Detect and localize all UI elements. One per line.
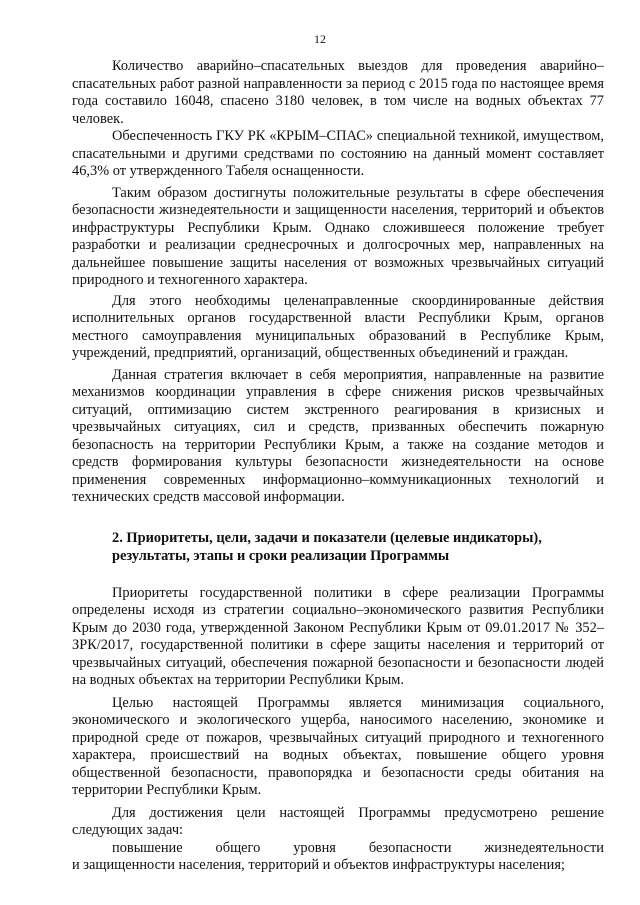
paragraph-equipment: Обеспеченность ГКУ РК «КРЫМ–СПАС» специальной техникой, имуществом, спасательными и другими средствами по состоянию на данный момент составляет 46,3% от утвержденного Табеля оснащенности. [72,128,604,179]
paragraph-strategy: Данная стратегия включает в себя мероприятия, направленные на развитие механизмов координации управления в сфере снижения рисков чрезвычайных ситуаций, оптимизацию систем экстренного реагирования в кризисных и чрезвычайных ситуациях, сил и средств, призванных обеспечить пожарную безопасность на территории Республики Крым, а также на создание методов и средств формирования культуры безопасности жизнедеятельности на основе применения современных информационно–коммуникационных технологий и технических средств массовой информации. [72,366,604,505]
task-word: жизнедеятельности [484,839,604,856]
task-word: общего [215,839,261,856]
task-item-first-line [72,840,604,858]
paragraph-rescue-stats: Количество аварийно–спасательных выездов для проведения аварийно–спасательных работ разной направленности за период с 2015 года по настоящее время года составило 16048, спасено 3180 человек, в том числе на водных объектах 77 человек. [72,58,604,127]
paragraph-priorities: Приоритеты государственной политики в сфере реализации Программы определены исходя из стратегии социально–экономического развития Республики Крым до 2030 года, утвержденной Законом Республики Крым от 09.01.2017 № 352–ЗРК/2017, государственной политики в сфере защиты населения и территорий от чрезвычайных ситуаций, обеспечения пожарной безопасности и безопасности людей на водных объектах на территории Республики Крым. [72,584,604,688]
task-word: уровня [293,839,336,856]
document-body [72,58,604,875]
paragraph-tasks-intro: Для достижения цели настоящей Программы предусмотрено решение следующих задач: [72,804,604,838]
paragraph-results: Таким образом достигнуты положительные результаты в сфере обеспечения безопасности жизнедеятельности и защищенности населения, территорий и объектов инфраструктуры Республики Крым. Однако сложившееся положение требует разработки и реализации среднесрочных и долгосрочных мер, направленных на дальнейшее повышение защиты населения от возможных чрезвычайных ситуаций природного и техногенного характера. [72,184,604,288]
task-item-continuation: и защищенности населения, территорий и объектов инфраструктуры населения; [72,857,565,873]
task-word: безопасности [368,839,452,856]
page-number: 12 [314,32,326,46]
paragraph-coordination: Для этого необходимы целенаправленные скоординированные действия исполнительных органов государственной власти Республики Крым, органов местного самоуправления муниципальных образований в Республике Крым, учреждений, предприятий, организаций, общественных объединений и граждан. [72,292,604,361]
section-heading: 2. Приоритеты, цели, задачи и показатели (целевые индикаторы), результаты, этапы и сроки реализации Программы [112,529,542,564]
task-word: повышение [112,839,183,856]
paragraph-goal: Целью настоящей Программы является минимизация социального, экономического и экологического ущерба, наносимого населению, экономике и природной среде от пожаров, чрезвычайных ситуаций природного и техногенного характера, происшествий на водных объектах, повышение общего уровня общественной безопасности, правопорядка и безопасности среды обитания на территории Республики Крым. [72,694,604,798]
task-item [72,840,604,875]
